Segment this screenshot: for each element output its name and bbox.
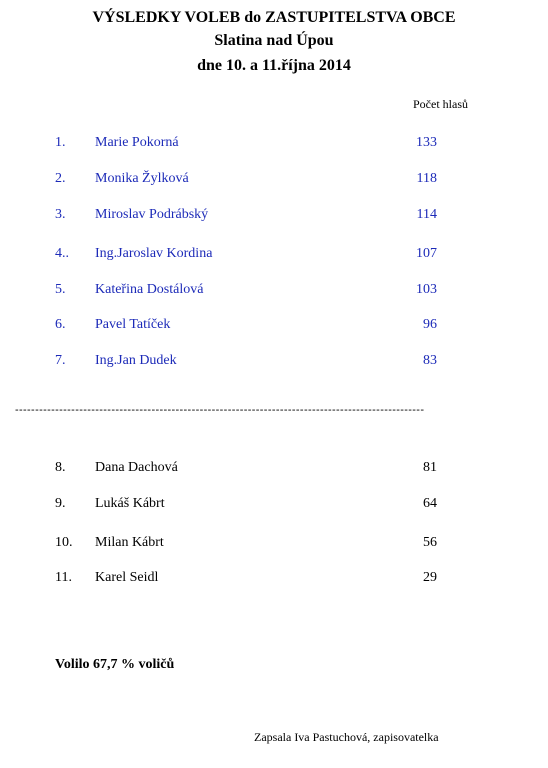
- candidate-rank: 10.: [55, 535, 73, 550]
- votes-column-header: Počet hlasů: [413, 97, 468, 111]
- candidate-row: [0, 459, 548, 477]
- candidate-name: Milan Kábrt: [95, 535, 164, 550]
- candidate-name: Karel Seidl: [95, 570, 159, 585]
- candidate-rank: 8.: [55, 460, 66, 475]
- candidate-name: Marie Pokorná: [95, 135, 179, 150]
- candidate-row: [0, 206, 548, 224]
- candidate-name: Lukáš Kábrt: [95, 496, 165, 511]
- candidate-votes: 133: [416, 135, 437, 150]
- candidate-name: Ing.Jan Dudek: [95, 353, 177, 368]
- candidate-row: [0, 170, 548, 188]
- candidate-rank: 6.: [55, 317, 66, 332]
- candidate-row: [0, 495, 548, 513]
- candidate-votes: 103: [416, 282, 437, 297]
- candidate-votes: 118: [416, 171, 437, 186]
- candidate-votes: 107: [416, 246, 437, 261]
- candidate-rank: 1.: [55, 135, 66, 150]
- candidate-name: Kateřina Dostálová: [95, 282, 204, 297]
- candidate-row: [0, 534, 548, 552]
- candidate-rank: 4..: [55, 246, 69, 261]
- candidate-name: Miroslav Podrábský: [95, 207, 209, 222]
- candidate-rank: 5.: [55, 282, 66, 297]
- candidate-votes: 96: [423, 317, 437, 332]
- candidate-rank: 7.: [55, 353, 66, 368]
- candidate-row: [0, 316, 548, 334]
- candidate-name: Pavel Tatíček: [95, 317, 171, 332]
- dashed-divider: ------------------------------------------------------------------------------------------------------: [15, 404, 425, 416]
- candidate-votes: 64: [423, 496, 437, 511]
- candidate-row: [0, 352, 548, 370]
- candidate-rank: 3.: [55, 207, 66, 222]
- document-title: VÝSLEDKY VOLEB do ZASTUPITELSTVA OBCE: [92, 9, 456, 26]
- candidate-rank: 11.: [55, 570, 72, 585]
- municipality-name: Slatina nad Úpou: [214, 32, 334, 49]
- candidate-name: Dana Dachová: [95, 460, 178, 475]
- candidate-votes: 114: [416, 207, 437, 222]
- candidate-votes: 29: [423, 570, 437, 585]
- candidate-row: [0, 134, 548, 152]
- election-date: dne 10. a 11.října 2014: [197, 57, 351, 74]
- voter-turnout: Volilo 67,7 % voličů: [55, 657, 175, 672]
- candidate-votes: 81: [423, 460, 437, 475]
- candidate-votes: 83: [423, 353, 437, 368]
- candidate-rank: 2.: [55, 171, 66, 186]
- candidate-row: [0, 281, 548, 299]
- signature-line: Zapsala Iva Pastuchová, zapisovatelka: [254, 730, 439, 744]
- candidate-name: Ing.Jaroslav Kordina: [95, 246, 213, 261]
- candidate-name: Monika Žylková: [95, 171, 189, 186]
- candidate-votes: 56: [423, 535, 437, 550]
- candidate-row: [0, 245, 548, 263]
- candidate-rank: 9.: [55, 496, 66, 511]
- candidate-row: [0, 569, 548, 587]
